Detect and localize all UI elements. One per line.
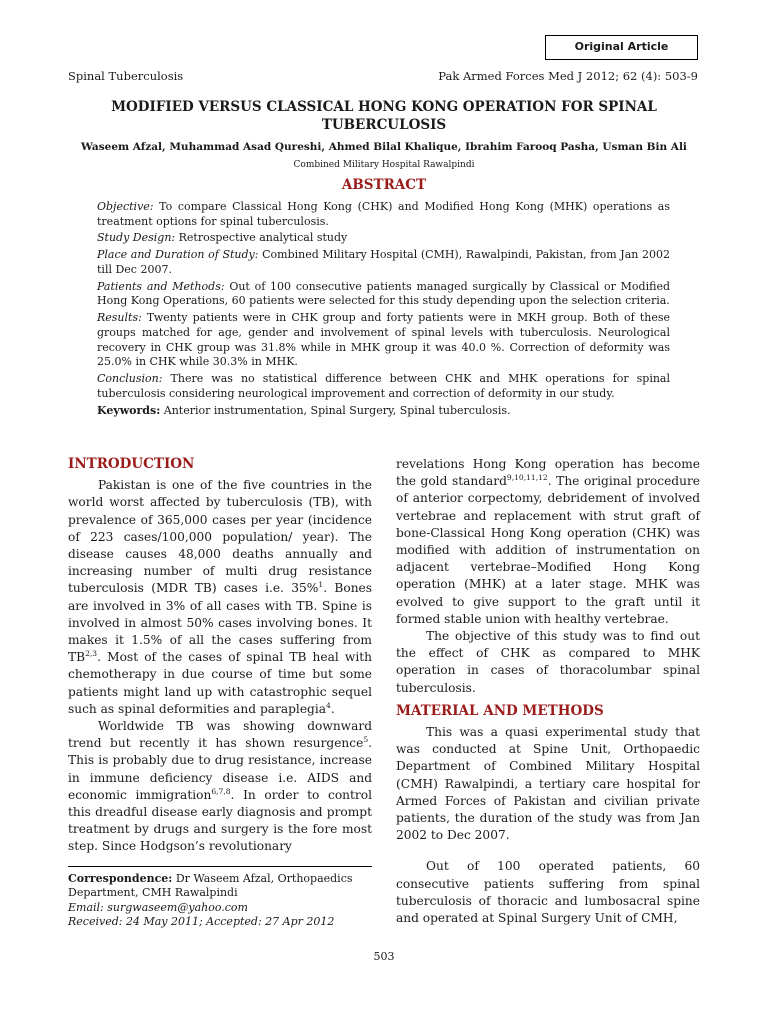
running-head-right: Pak Armed Forces Med J 2012; 62 (4): 503-9 — [438, 69, 698, 83]
intro-paragraph-2 — [68, 718, 372, 856]
abstract-label: Results: — [97, 311, 142, 325]
intro-paragraph-4: The objective of this study was to find out the effect of CHK as compared to MHK operation in cases of thoracolumbar spinal tuberculosis. — [396, 629, 700, 695]
intro-paragraph-1 — [68, 477, 372, 718]
body-text: Pakistan is one of the five countries in the world worst affected by tuberculosis (TB), with prevalence of 365,000 cases per year (incidence of 223 cases/100,000 population/ year). The disease causes 48,000 deaths annually and increasing number of multi drug resistance tuberculosis (MDR TB) cases i.e. 35% — [68, 478, 372, 596]
body-text: . Most of the cases of spinal TB heal with chemotherapy in due course of time but some patients might land up with catastrophic sequel such as spinal deformities and paraplegia — [68, 650, 372, 716]
abstract-conclusion — [97, 372, 670, 401]
author-list: Waseem Afzal, Muhammad Asad Qureshi, Ahmed Bilal Khalique, Ibrahim Farooq Pasha, Usman Bin Ali — [81, 141, 687, 153]
abstract-text: Twenty patients were in CHK group and forty patients were in MKH group. Both of these groups matched for age, gender and involvement of spinal levels with tuberculosis. Neurological recovery in CHK group was 31.8% while in MHK group it was 40.0 %. Correction of deformity was 25.0% in CHK while 30.3% in MHK. — [97, 311, 671, 369]
citation-ref: 4 — [326, 700, 331, 710]
abstract-label: Place and Duration of Study: — [97, 248, 259, 262]
abstract-label: Patients and Methods: — [97, 279, 225, 293]
keywords-label: Keywords: — [97, 403, 161, 417]
abstract-label: Objective: — [97, 200, 154, 213]
abstract-text: To compare Classical Hong Kong (CHK) and Modified Hong Kong (MHK) operations as treatment options for spinal tuberculosis. — [97, 200, 670, 228]
abstract-patients — [97, 280, 670, 309]
methods-heading: MATERIAL AND METHODS — [396, 702, 604, 719]
citation-ref: 1 — [318, 580, 324, 590]
left-column — [68, 456, 372, 856]
citation-ref: 5 — [363, 735, 369, 745]
body-text: revelations Hong Kong operation has become the gold standard — [396, 457, 700, 489]
citation-ref: 2,3 — [85, 649, 98, 659]
citation-ref: 9,10,11,12 — [506, 473, 548, 483]
abstract-label: Study Design: — [97, 231, 176, 245]
citation-ref: 6,7,8 — [211, 786, 231, 796]
abstract-results — [97, 311, 670, 369]
received-accepted-dates: Received: 24 May 2011; Accepted: 27 Apr 2012 — [68, 915, 335, 929]
abstract-text: Out of 100 consecutive patients managed surgically by Classical or Modified Hong Kong Operations, 60 patients were selected for this study depending upon the selection criteria. — [97, 279, 670, 308]
right-column — [396, 456, 700, 927]
correspondence-text: Dr Waseem Afzal, Orthopaedics Department, CMH Rawalpindi — [68, 872, 353, 900]
correspondence-email: Email: surgwaseem@yahoo.com — [68, 900, 248, 914]
abstract-body — [97, 200, 670, 420]
running-head-left: Spinal Tuberculosis — [68, 69, 184, 83]
page-number: 503 — [373, 950, 395, 963]
abstract-objective — [97, 200, 670, 229]
body-text: . The original procedure of anterior corpectomy, debridement of involved vertebrae and replacement with strut graft of bone-Classical Hong Kong operation (CHK) was modified with addition of instrumentation on adjacent vertebrae–Modified Hong Kong operation (MHK) at a later stage. MHK was evolved to give support to the graft until it formed stable union with healthy vertebrae. — [396, 474, 700, 626]
correspondence-label: Correspondence: — [68, 872, 173, 885]
methods-paragraph-1: This was a quasi experimental study that was conducted at Spine Unit, Orthopaedic Department of Combined Military Hospital (CMH) Rawalpindi, a tertiary care hospital for Armed Forces of Pakistan and civilian private patients, the duration of the study was from Jan 2002 to Dec 2007. — [396, 725, 700, 843]
abstract-text: There was no statistical difference between CHK and MHK operations for spinal tuberculosis considering neurological improvement and correction of deformity in our study. — [97, 372, 670, 400]
abstract-text: Combined Military Hospital (CMH), Rawalpindi, Pakistan, from Jan 2002 till Dec 2007. — [97, 248, 670, 276]
correspondence-footnote — [68, 866, 372, 930]
affiliation: Combined Military Hospital Rawalpindi — [293, 160, 475, 170]
article-title: MODIFIED VERSUS CLASSICAL HONG KONG OPERATION FOR SPINAL TUBERCULOSIS — [111, 99, 657, 133]
article-type-badge: Original Article — [545, 35, 698, 60]
abstract-place — [97, 248, 670, 277]
methods-paragraph-2: Out of 100 operated patients, 60 consecutive patients suffering from spinal tuberculosis of thoracic and lumbosacral spine and operated at Spinal Surgery Unit of CMH, — [396, 859, 700, 926]
abstract-label: Conclusion: — [97, 372, 163, 386]
correspondence-line — [68, 872, 372, 901]
body-text: . Bones are involved in 3% of all cases with TB. Spine is involved in almost 50% cases involving bones. It makes it 1.5% of all the cases suffering from TB — [68, 581, 373, 665]
intro-paragraph-3 — [396, 456, 700, 628]
body-text: . This is probably due to drug resistance, increase in immune deficiency disease i.e. AIDS and economic immigration — [68, 736, 372, 802]
abstract-text: Retrospective analytical study — [178, 231, 348, 245]
keywords-text: Anterior instrumentation, Spinal Surgery, Spinal tuberculosis. — [163, 403, 511, 417]
introduction-heading: INTRODUCTION — [68, 456, 195, 472]
body-text: . In order to control this dreadful disease early diagnosis and prompt treatment by drugs and surgery is the fore most step. Since Hodgson’s revolutionary — [68, 787, 372, 854]
abstract-keywords — [97, 404, 670, 419]
body-text: Worldwide TB was showing downward trend but recently it has shown resurgence — [68, 719, 372, 751]
abstract-heading: ABSTRACT — [341, 177, 427, 193]
abstract-design — [97, 231, 670, 246]
body-text: . — [330, 701, 335, 716]
